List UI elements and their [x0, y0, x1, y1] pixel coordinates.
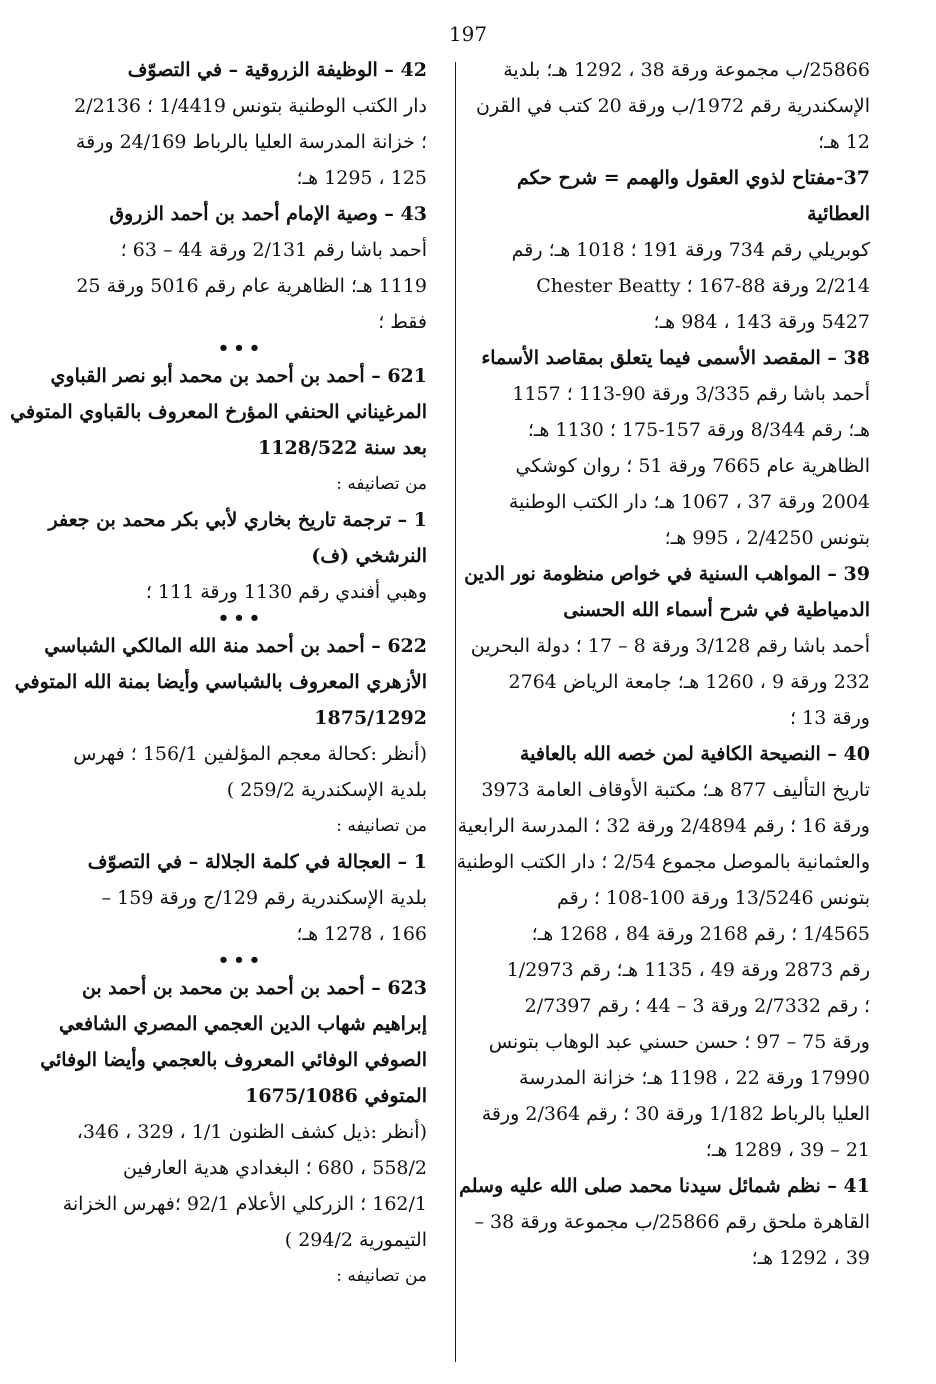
entry-heading: العطائية [807, 203, 870, 225]
text-line: (أنظر :كحالة معجم المؤلفين 156/1 ؛ فهرس [73, 743, 427, 765]
text-line: ورقة 16 ؛ رقم 2/4894 ورقة 32 ؛ المدرسة الرابعية [457, 815, 870, 837]
entry-heading: 39 – المواهب السنية في خواص منظومة نور الدين [464, 563, 870, 585]
section-label: من تصانيفه : [336, 816, 427, 836]
text-line: فقط ؛ [378, 311, 427, 333]
entry-heading: 38 – المقصد الأسمى فيما يتعلق بمقاصد الأسماء [481, 347, 870, 369]
text-line: دار الكتب الوطنية بتونس 1/4419 ؛ 2/2136 [74, 95, 427, 117]
text-line: العليا بالرباط 1/182 ورقة 30 ؛ رقم 2/364 ورقة [481, 1103, 870, 1125]
text-line: أحمد باشا رقم 3/128 ورقة 8 – 17 ؛ دولة البحرين [470, 635, 870, 657]
entry-heading: 621 – أحمد بن أحمد بن محمد أبو نصر القباوي [50, 365, 427, 387]
text-line: 5427 ورقة 143 ، 984 هـ؛ [653, 311, 870, 333]
text-line: كوبريلي رقم 734 ورقة 191 ؛ 1018 هـ؛ رقم [511, 239, 870, 261]
section-label: من تصانيفه : [336, 474, 427, 494]
text-line: تاريخ التأليف 877 هـ؛ مكتبة الأوقاف العامة 3973 [481, 779, 870, 801]
text-line: 125 ، 1295 هـ؛ [296, 167, 427, 189]
entry-heading: الأزهري المعروف بالشباسي وأيضا بمنة الله المتوفي [14, 671, 427, 693]
separator-dots: ••• [217, 338, 265, 359]
text-line: 1/4565 ؛ رقم 2168 ورقة 84 ، 1268 هـ؛ [531, 923, 870, 945]
entry-heading: 623 – أحمد بن أحمد بن محمد بن أحمد بن [81, 977, 427, 999]
right-column [456, 52, 870, 1276]
entry-heading: بعد سنة 1128/522 [258, 437, 427, 459]
text-line: 166 ، 1278 هـ؛ [296, 923, 427, 945]
text-line: بلدية الإسكندرية 259/2 ) [226, 779, 427, 801]
column-divider [455, 62, 456, 1362]
separator-dots: ••• [217, 950, 265, 971]
text-line: 2/214 ورقة 88-167 ؛ Chester Beatty [536, 275, 870, 297]
entry-heading: 41 – نظم شمائل سيدنا محمد صلى الله عليه وسلم [459, 1175, 870, 1197]
entry-heading: 1 – ترجمة تاريخ بخاري لأبي بكر محمد بن جعفر [48, 509, 427, 531]
text-line: بلدية الإسكندرية رقم 129/ج ورقة 159 – [101, 887, 427, 909]
text-line: التيمورية 294/2 ) [284, 1229, 427, 1251]
entry-heading: المرغيناني الحنفي المؤرخ المعروف بالقباوي المتوفي [10, 401, 427, 423]
text-line: ؛ رقم 2/7332 ورقة 3 – 44 ؛ رقم 2/7397 [524, 995, 870, 1017]
entry-heading: 40 – النصيحة الكافية لمن خصه الله بالعافية [519, 743, 870, 765]
text-line: القاهرة ملحق رقم 25866/ب مجموعة ورقة 38 – [474, 1211, 870, 1233]
entry-heading: الدمياطية في شرح أسماء الله الحسنى [563, 599, 870, 621]
text-line: الظاهرية عام 7665 ورقة 51 ؛ روان كوشكي [515, 455, 870, 477]
section-label: من تصانيفه : [336, 1266, 427, 1286]
text-line: 558/2 ، 680 ؛ البغدادي هدية العارفين [123, 1157, 427, 1179]
page-number: 197 [448, 22, 488, 46]
text-line: 162/1 ؛ الزركلي الأعلام 92/1 ؛فهرس الخزانة [62, 1193, 427, 1215]
text-line: 12 هـ؛ [818, 131, 870, 153]
text-line: 2004 ورقة 37 ، 1067 هـ؛ دار الكتب الوطنية [508, 491, 870, 513]
text-line: أحمد باشا رقم 3/335 ورقة 90-113 ؛ 1157 [512, 383, 870, 405]
entry-heading: إبراهيم شهاب الدين العجمي المصري الشافعي [58, 1013, 427, 1035]
entry-heading: 43 – وصية الإمام أحمد بن أحمد الزروق [109, 203, 427, 225]
entry-heading: النرشخي (ف) [311, 545, 427, 567]
text-line: 1119 هـ؛ الظاهرية عام رقم 5016 ورقة 25 [76, 275, 427, 297]
text-line: بتونس 2/4250 ، 995 هـ؛ [664, 527, 870, 549]
text-line: رقم 2873 ورقة 49 ، 1135 هـ؛ رقم 1/2973 [506, 959, 870, 981]
entry-heading: 1 – العجالة في كلمة الجلالة – في التصوّف [87, 851, 427, 873]
entry-heading: الصوفي الوفائي المعروف بالعجمي وأيضا الوفائي [40, 1049, 427, 1071]
text-line: (أنظر :ذيل كشف الظنون 1/1 ، 329 ، 346، [76, 1121, 427, 1143]
text-line: أحمد باشا رقم 2/131 ورقة 44 – 63 ؛ [120, 239, 427, 261]
left-column [10, 52, 427, 1294]
text-line: بتونس 13/5246 ورقة 100-108 ؛ رقم [556, 887, 870, 909]
text-line: ورقة 13 ؛ [790, 707, 870, 729]
entry-heading: المتوفي 1675/1086 [245, 1085, 427, 1107]
text-line: ؛ خزانة المدرسة العليا بالرباط 24/169 ورقة [75, 131, 427, 153]
text-line: 17990 ورقة 22 ، 1198 هـ؛ خزانة المدرسة [519, 1067, 870, 1089]
entry-heading: 42 – الوظيفة الزروقية – في التصوّف [127, 59, 427, 81]
entry-heading: 622 – أحمد بن أحمد منة الله المالكي الشباسي [44, 635, 427, 657]
text-line: ورقة 75 – 97 ؛ حسن حسني عبد الوهاب بتونس [488, 1031, 870, 1053]
text-line: 39 ، 1292 هـ؛ [751, 1247, 870, 1269]
entry-heading: 37-مفتاح لذوي العقول والهمم = شرح حكم [517, 167, 870, 189]
text-line: 25866/ب مجموعة ورقة 38 ، 1292 هـ؛ بلدية [503, 59, 870, 81]
text-line: والعثمانية بالموصل مجموع 2/54 ؛ دار الكتب الوطنية [456, 851, 870, 873]
entry-heading: 1875/1292 [314, 707, 427, 729]
separator-dots: ••• [217, 608, 265, 629]
text-line: 232 ورقة 9 ، 1260 هـ؛ جامعة الرياض 2764 [508, 671, 870, 693]
text-line: وهبي أفندي رقم 1130 ورقة 111 ؛ [145, 581, 427, 603]
text-line: هـ؛ رقم 8/344 ورقة 157-175 ؛ 1130 هـ؛ [527, 419, 870, 441]
text-line: الإسكندرية رقم 1972/ب ورقة 20 كتب في القرن [475, 95, 870, 117]
text-line: 21 – 39 ، 1289 هـ؛ [705, 1139, 870, 1161]
